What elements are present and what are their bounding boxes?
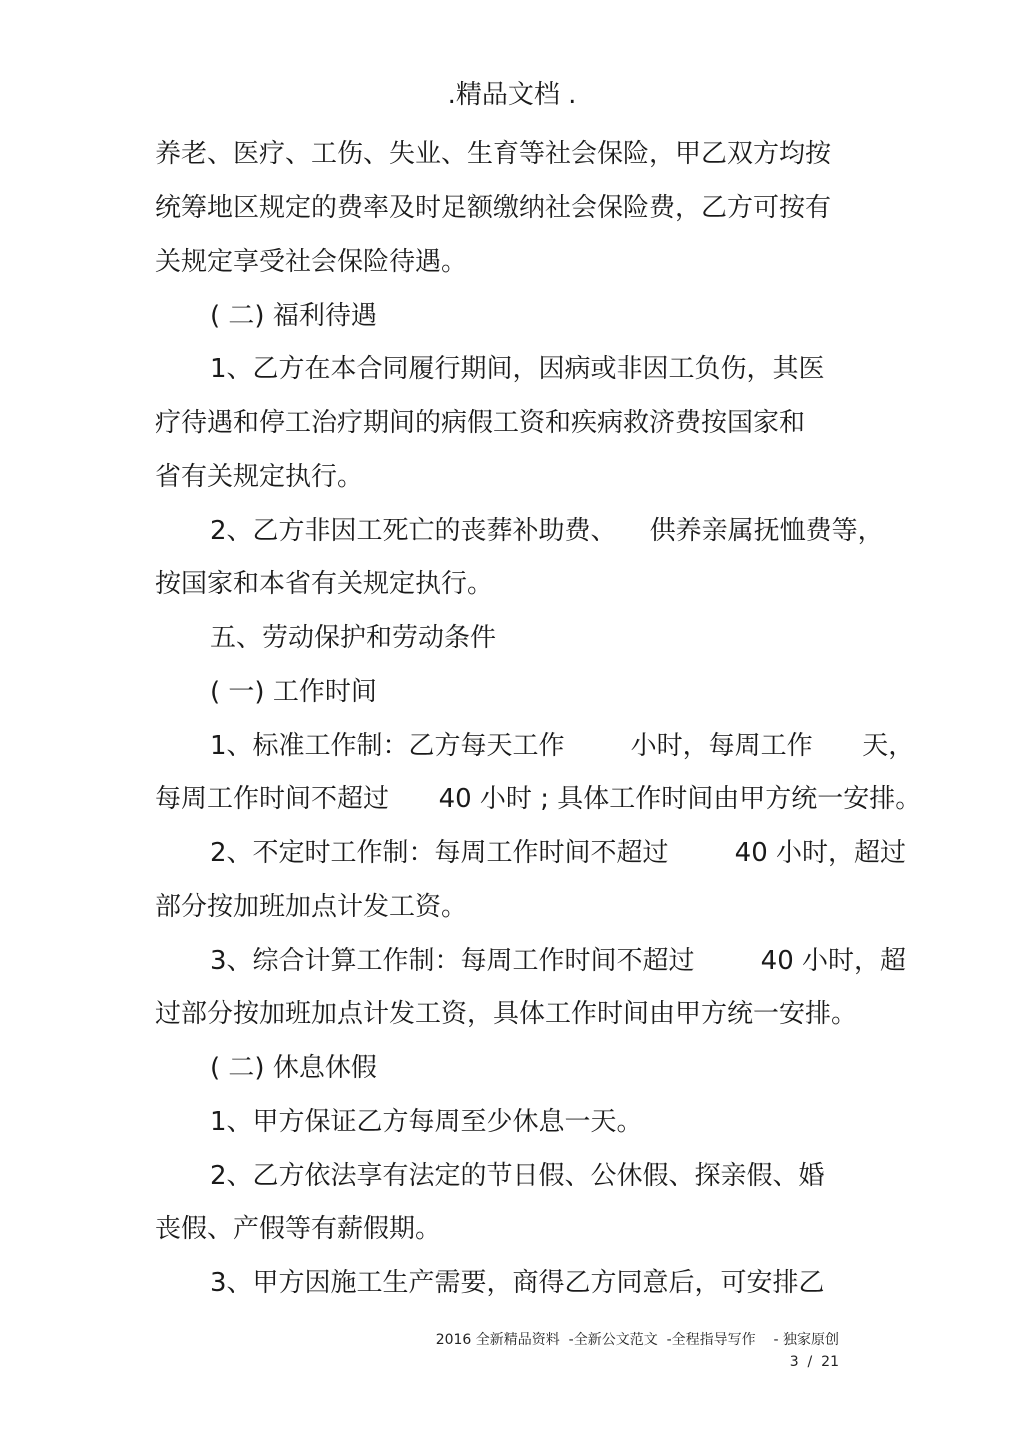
body-line: 省有关规定执行。 bbox=[155, 462, 364, 492]
body-line: 1、乙方在本合同履行期间，因病或非因工负伤，其医 bbox=[210, 354, 825, 384]
page-header: .精品文档 . bbox=[447, 80, 577, 110]
section-heading: ( 二) 福利待遇 bbox=[210, 301, 377, 331]
body-line: 每周工作时间不超过 40 小时 ; 具体工作时间由甲方统一安排。 bbox=[155, 784, 922, 814]
body-line: 部分按加班加点计发工资。 bbox=[155, 892, 468, 922]
body-line: 养老、医疗、工伤、失业、生育等社会保险，甲乙双方均按 bbox=[155, 139, 832, 169]
body-line: 1、标准工作制：乙方每天工作 小时，每周工作 天， bbox=[210, 731, 915, 761]
body-line: 按国家和本省有关规定执行。 bbox=[155, 569, 494, 599]
body-line: 疗待遇和停工治疗期间的病假工资和疾病救济费按国家和 bbox=[155, 408, 806, 438]
body-line: 统筹地区规定的费率及时足额缴纳社会保险费，乙方可按有 bbox=[155, 193, 832, 223]
body-line: 2、乙方依法享有法定的节日假、公休假、探亲假、婚 bbox=[210, 1161, 825, 1191]
body-line: 丧假、产假等有薪假期。 bbox=[155, 1214, 442, 1244]
body-line: 3、综合计算工作制：每周工作时间不超过 40 小时，超 bbox=[210, 946, 907, 976]
body-line: 关规定享受社会保险待遇。 bbox=[155, 247, 468, 277]
section-heading: 五、劳动保护和劳动条件 bbox=[210, 623, 497, 653]
body-line: 3、甲方因施工生产需要，商得乙方同意后，可安排乙 bbox=[210, 1268, 825, 1298]
section-heading: ( 二) 休息休假 bbox=[210, 1053, 377, 1083]
body-line: 2、不定时工作制：每周工作时间不超过 40 小时，超过 bbox=[210, 838, 907, 868]
body-line: 过部分按加班加点计发工资，具体工作时间由甲方统一安排。 bbox=[155, 999, 858, 1029]
footer-tagline: 2016 全新精品资料 -全新公文范文 -全程指导写作 - 独家原创 bbox=[435, 1332, 839, 1348]
body-line: 1、甲方保证乙方每周至少休息一天。 bbox=[210, 1107, 643, 1137]
section-heading: ( 一) 工作时间 bbox=[210, 677, 377, 707]
page-number: 3 / 21 bbox=[789, 1354, 839, 1370]
body-line: 2、乙方非因工死亡的丧葬补助费、 供养亲属抚恤费等， bbox=[210, 516, 884, 546]
